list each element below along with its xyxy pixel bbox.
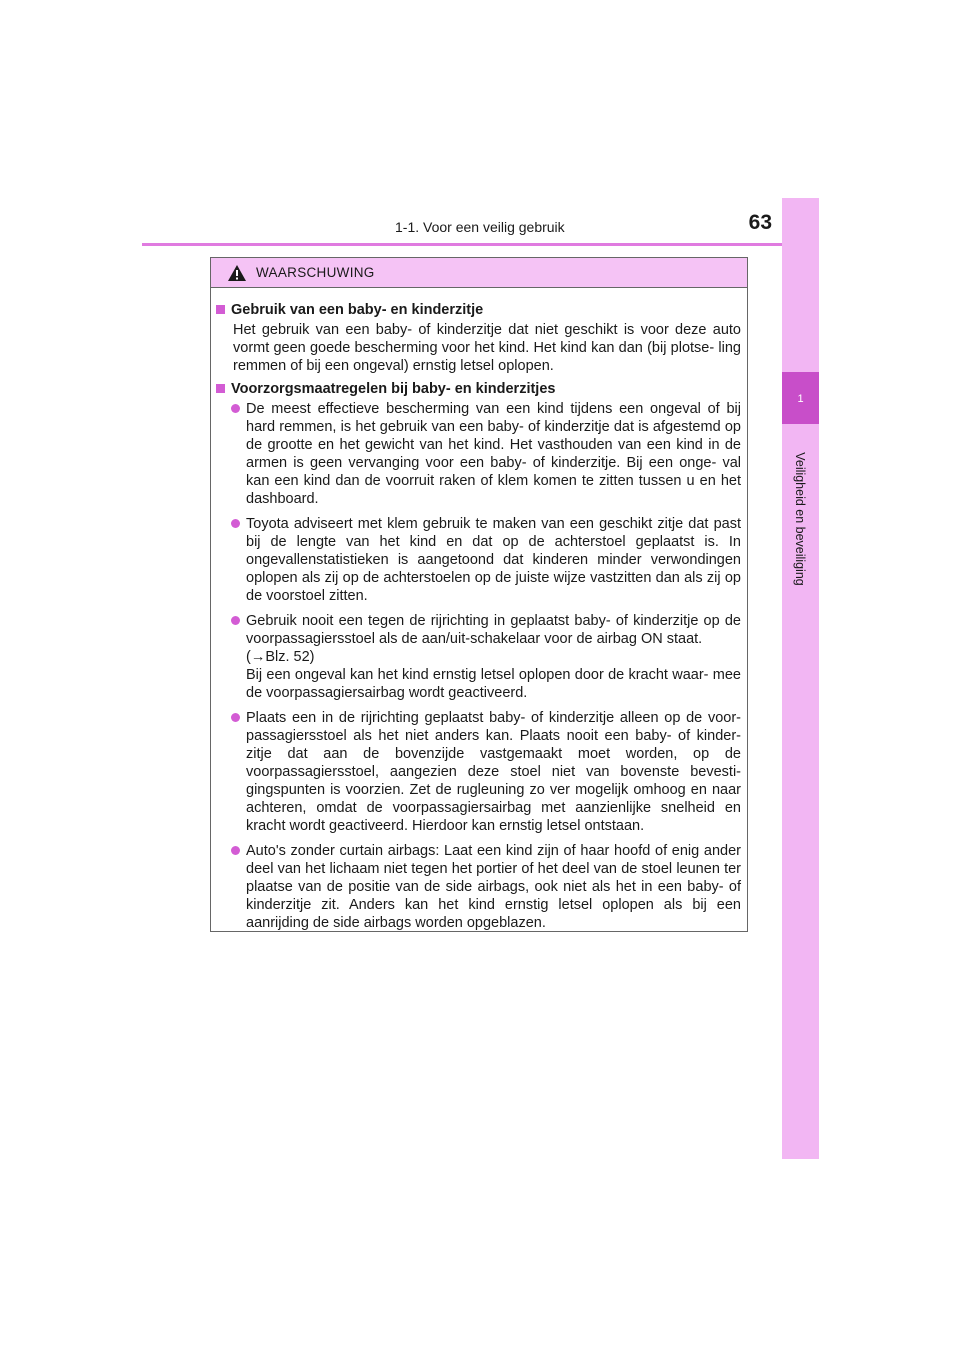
list-item-text: Toyota adviseert met klem gebruik te maken van een geschikt zitje dat past bij de lengte van het kind en dat op de achterstoel geplaatst is. In ongevallenstatistieken is aangetoond dat kinderen minder verwondingen oplopen als zij op de achterstoelen op de juiste wijze vastzitten dan als zij op de voorstoel zitten. bbox=[246, 516, 741, 604]
warning-section bbox=[216, 380, 741, 932]
section-title: 1-1. Voor een veilig gebruik bbox=[395, 219, 565, 235]
bullet-list bbox=[216, 400, 741, 932]
warning-header bbox=[211, 258, 747, 288]
warning-box bbox=[210, 257, 748, 932]
list-item bbox=[231, 400, 741, 508]
list-item bbox=[231, 842, 741, 932]
round-bullet-icon bbox=[231, 519, 240, 528]
warning-title: WAARSCHUWING bbox=[256, 265, 375, 280]
warning-triangle-icon bbox=[227, 264, 247, 282]
chapter-number: 1 bbox=[797, 393, 804, 405]
list-item-subtext: Bij een ongeval kan het kind ernstig letsel oplopen door de kracht waar- mee de voorpassagiersairbag wordt geactiveerd. bbox=[246, 667, 741, 701]
section-heading-text: Gebruik van een baby- en kinderzitje bbox=[231, 302, 484, 318]
header-divider bbox=[142, 243, 819, 246]
warning-body bbox=[211, 288, 747, 932]
section-heading-text: Voorzorgsmaatregelen bij baby- en kinderzitjes bbox=[231, 381, 556, 397]
page-number: 63 bbox=[748, 211, 772, 234]
round-bullet-icon bbox=[231, 404, 240, 413]
list-item-text: Auto's zonder curtain airbags: Laat een kind zijn of haar hoofd of enig ander deel van het lichaam niet tegen het portier of het deel van de stoel leunen ter plaatse van de positie van de side airbags, ook niet als het in een baby- of kinderzitje zit. Anders kan het kind ernstig letsel oplopen als bij een aanrijding de side airbags worden opgeblazen. bbox=[246, 843, 741, 931]
list-item-text: Gebruik nooit een tegen de rijrichting in geplaatst baby- of kinderzitje op de voorpassagiersstoel als de aan/uit-schakelaar voor de airbag ON staat. bbox=[246, 613, 741, 647]
list-item-text: Plaats een in de rijrichting geplaatst baby- of kinderzitje alleen op de voor- passagiersstoel als het niet anders kan. Plaats nooit een baby- of kinder- zitje dat aan de bovenzijde vastgemaakt moet worden, op de voorpassagiersstoel, aangezien deze stoel niet van bovenste bevesti- gingspunten is voorzien. Zet de rugleuning zo ver mogelijk omhoog en naar achteren, omdat de voorpassagiersairbag met aanzienlijke snelheid en kracht wordt geactiveerd. Hierdoor kan ernstig letsel ontstaan. bbox=[246, 710, 741, 834]
square-bullet-icon bbox=[216, 305, 225, 314]
list-item bbox=[231, 612, 741, 702]
list-item bbox=[231, 709, 741, 835]
square-bullet-icon bbox=[216, 384, 225, 393]
section-heading bbox=[216, 301, 741, 319]
chapter-label: Veiligheid en beveiliging bbox=[793, 452, 807, 586]
page-reference-link[interactable]: (→Blz. 52) bbox=[246, 649, 315, 665]
list-item-text: De meest effectieve bescherming van een kind tijdens een ongeval of bij hard remmen, is het gebruik van een baby- of kinderzitje dat is afgestemd op de grootte en het gewicht van het kind. Het vasthouden van een kind in de armen is geen vervanging voor een baby- of kinderzitje. Bij een onge- val kan een kind dan de voorruit raken of klem komen te zitten tussen u en het dashboard. bbox=[246, 401, 741, 507]
list-item-text-group bbox=[246, 612, 741, 702]
round-bullet-icon bbox=[231, 846, 240, 855]
round-bullet-icon bbox=[231, 713, 240, 722]
round-bullet-icon bbox=[231, 616, 240, 625]
warning-section bbox=[216, 301, 741, 375]
section-paragraph: Het gebruik van een baby- of kinderzitje dat niet geschikt is voor deze auto vormt geen goede bescherming voor het kind. Het kind kan dan (bij plotse- ling remmen of bij een ongeval) ernstig letsel oplopen. bbox=[233, 322, 741, 374]
list-item bbox=[231, 515, 741, 605]
section-heading bbox=[216, 380, 741, 398]
chapter-side-strip bbox=[782, 198, 819, 1159]
